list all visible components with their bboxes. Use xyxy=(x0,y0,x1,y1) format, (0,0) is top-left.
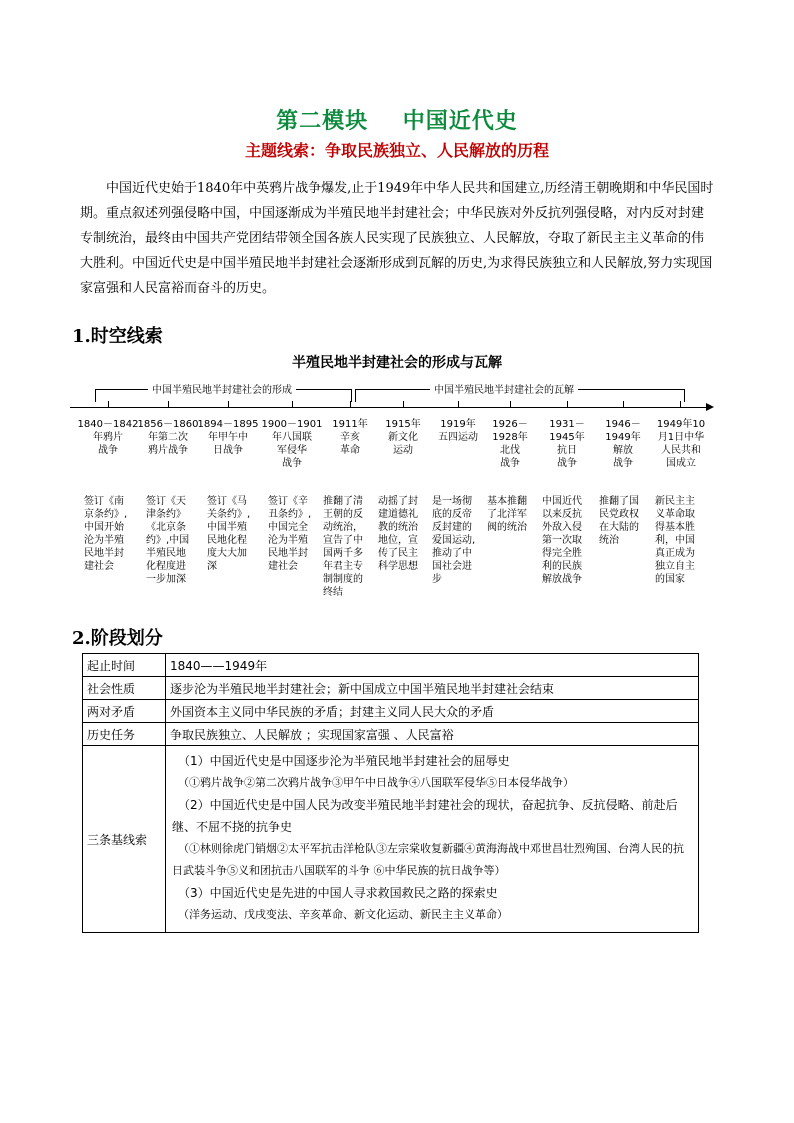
timeline-event-desc: 签订《马 关条约》, 中国半殖 民地化程 度大大加 深 xyxy=(207,496,251,572)
timeline-event-desc: 推翻了国 民党政权 在大陆的 统治 xyxy=(599,496,639,546)
thread-main: （1）中国近代史是中国逐步沦为半殖民地半封建社会的屈辱史 xyxy=(178,754,510,768)
timeline-event-desc: 签订《南 京条约》, 中国开始 沦为半殖 民地半封 建社会 xyxy=(84,496,128,572)
thread-detail: （①林则徐虎门销烟②太平军抗击洋枪队③左宗棠收复新疆④黄海海战中邓世昌壮烈殉国、台湾人民的抗日武装斗争⑤义和团抗击八国联军的斗争 ⑥中华民族的抗日战争等） xyxy=(172,842,684,877)
row-value: 争取民族独立、人民解放 ；实现国家富强 、人民富裕 xyxy=(166,723,699,746)
timeline-tick xyxy=(168,401,169,407)
row-label: 历史任务 xyxy=(83,723,166,746)
timeline-tick xyxy=(680,401,681,407)
timeline-event-desc: 基本推翻 了北洋军 阀的统治 xyxy=(487,496,527,533)
timeline-event-label: 1900－1901 年八国联 军侵华 战争 xyxy=(261,419,323,469)
table-row xyxy=(83,654,699,677)
page-subtitle: 主题线索：争取民族独立、人民解放的历程 xyxy=(244,141,549,160)
thread-main: （2）中国近代史是中国人民为改变半殖民地半封建社会的现状，奋起抗争、反抗侵略、前赴后继、不屈不挠的抗争史 xyxy=(172,798,678,834)
timeline-event-label: 1946－ 1949年 解放 战争 xyxy=(605,419,641,469)
timeline-event-label: 1926－ 1928年 北伐 战争 xyxy=(492,419,528,469)
row-label: 两对矛盾 xyxy=(83,700,166,723)
timeline-event-desc: 是一场彻 底的反帝 反封建的 爱国运动, 推动了中 国社会进 步 xyxy=(432,496,476,585)
timeline-event-desc: 中国近代 以来反抗 外敌入侵 第一次取 得完全胜 利的民族 解放战争 xyxy=(542,496,582,585)
thread-detail: （①鸦片战争②第二次鸦片战争③甲午中日战争④八国联军侵华⑤日本侵华战争） xyxy=(178,776,574,789)
row-value: 1840——1949年 xyxy=(166,654,699,677)
timeline-tick xyxy=(350,401,351,407)
thread-detail: （洋务运动、戊戌变法、辛亥革命、新文化运动、新民主主义革命） xyxy=(178,908,508,921)
timeline-event-label: 1919年 五四运动 xyxy=(438,419,478,443)
timeline-arrow xyxy=(706,403,714,411)
timeline-event-label: 1931－ 1945年 抗日 战争 xyxy=(549,419,585,469)
timeline-event-label: 1856－1860 年第二次 鸦片战争 xyxy=(137,419,199,456)
phase-collapse-label: 中国半殖民地半封建社会的瓦解 xyxy=(430,381,578,396)
timeline-event-label: 1915年 新文化 运动 xyxy=(385,419,421,456)
phase-formation-label: 中国半殖民地半封建社会的形成 xyxy=(148,381,296,396)
timeline-event-label: 1949年10 月1日中华 人民共和 国成立 xyxy=(656,419,706,469)
timeline-event-desc: 推翻了清 王朝的反 动统治， 宣告了中 国两千多 年君主专 制制度的 终结 xyxy=(323,496,363,598)
threads-cell xyxy=(166,746,699,933)
table-row xyxy=(83,677,699,700)
row-label: 起止时间 xyxy=(83,654,166,677)
timeline-tick xyxy=(108,401,109,407)
timeline-tick xyxy=(623,401,624,407)
timeline-event-desc: 动摇了封 建道德礼 教的统治 地位，宣 传了民主 科学思想 xyxy=(378,496,418,572)
table-row xyxy=(83,700,699,723)
timeline-tick xyxy=(403,401,404,407)
timeline-event-desc: 新民主主 义革命取 得基本胜 利，中国 真正成为 独立自主 的国家 xyxy=(655,496,695,585)
timeline-title: 半殖民地半封建社会的形成与瓦解 xyxy=(292,355,502,371)
timeline-tick xyxy=(228,401,229,407)
table-row xyxy=(83,746,699,933)
intro-paragraph: 中国近代史始于1840年中英鸦片战争爆发,止于1949年中华人民共和国建立,历经清王朝晚期和中华民国时期。重点叙述列强侵略中国，中国逐渐成为半殖民地半封建社会；中华民族对外反抗列强侵略，对内反对封建专制统治，最终由中国共产党团结带领全国各族人民实现了民族独立、人民解放，夺取了新民主主义革命的伟大胜利。中国近代史是中国半殖民地半封建社会逐渐形成到瓦解的历史,为求得民族独立和人民解放,努力实现国家富强和人民富裕而奋斗的历史。 xyxy=(80,181,714,296)
section-heading-stages: 2.阶段划分 xyxy=(72,628,163,649)
row-label: 社会性质 xyxy=(83,677,166,700)
page-title: 第二模块 中国近代史 xyxy=(276,109,518,134)
row-value: 外国资本主义同中华民族的矛盾；封建主义同人民大众的矛盾 xyxy=(166,700,699,723)
timeline-tick xyxy=(567,401,568,407)
table-row xyxy=(83,723,699,746)
row-value: 逐步沦为半殖民地半封建社会；新中国成立中国半殖民地半封建社会结束 xyxy=(166,677,699,700)
timeline-event-desc: 签订《辛 丑条约》, 中国完全 沦为半殖 民地半封 建社会 xyxy=(268,496,312,572)
timeline-event-label: 1894－1895 年甲午中 日战争 xyxy=(197,419,259,456)
timeline-axis xyxy=(70,407,708,408)
timeline-tick xyxy=(510,401,511,407)
timeline-event-label: 1840－1842 年鸦片 战争 xyxy=(77,419,139,456)
timeline-event-desc: 签订《天 津条约》 《北京条 约》,中国 半殖民地 化程度进 一步加深 xyxy=(146,496,190,585)
timeline-event-label: 1911年 辛亥 革命 xyxy=(332,419,368,456)
thread-main: （3）中国近代史是先进的中国人寻求救国救民之路的探索史 xyxy=(178,886,498,900)
timeline-tick xyxy=(458,401,459,407)
stage-table xyxy=(82,653,699,933)
timeline-tick xyxy=(292,401,293,407)
row-label: 三条基线索 xyxy=(83,746,166,933)
section-heading-timeline: 1.时空线索 xyxy=(72,326,163,347)
